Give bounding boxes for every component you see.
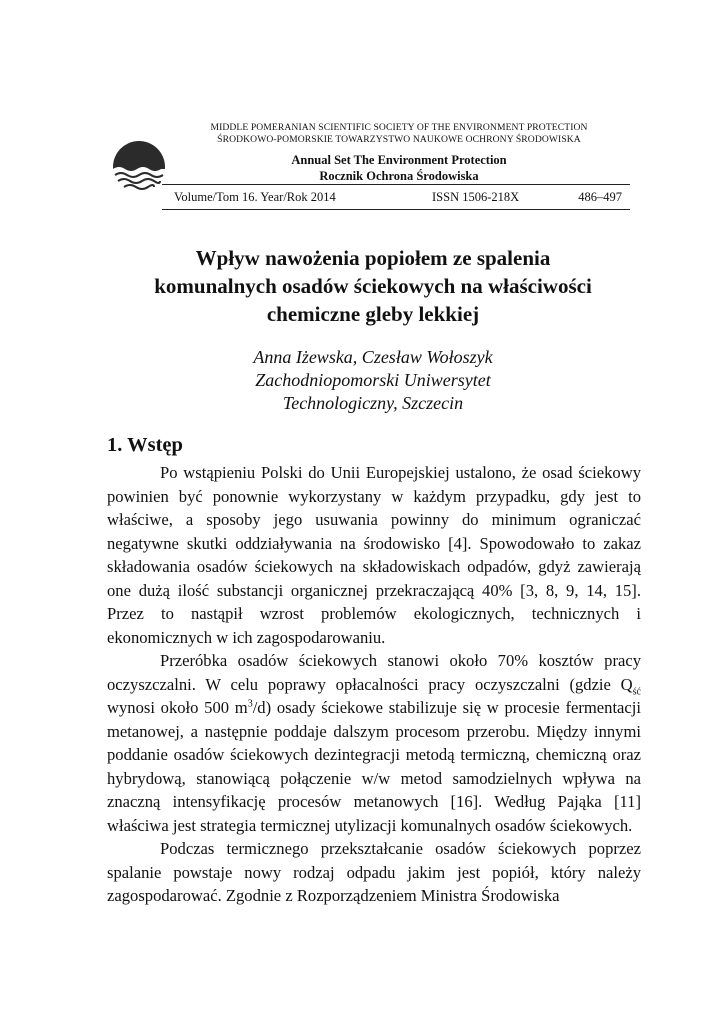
issn: ISSN 1506-218X [432, 190, 520, 204]
title-line: chemiczne gleby lekkiej [266, 302, 480, 326]
journal-title-en: Annual Set The Environment Protection [291, 153, 507, 167]
body-text [107, 461, 641, 908]
affiliation-line: Technologiczny, Szczecin [282, 393, 464, 413]
title-line: Wpływ nawożenia popiołem ze spalenia [195, 246, 551, 270]
subscript: ść [632, 685, 641, 697]
title-line: komunalnych osadów ściekowych na właściwości [154, 274, 592, 298]
affiliation-line: Zachodniopomorski Uniwersytet [255, 370, 491, 390]
page-range: 486–497 [578, 190, 622, 204]
superscript: 3 [247, 698, 253, 710]
volume-info-row [162, 184, 630, 210]
society-name-pl: ŚRODKOWO-POMORSKIE TOWARZYSTWO NAUKOWE OCHRONY ŚRODOWISKA [217, 134, 581, 145]
paragraph: Przeróbka osadów ściekowych stanowi około 70% kosztów pracy oczyszczalni. W celu poprawy opłacalności pracy oczyszczalni (gdzie $Q_{ść}$ wynosi około 500 $m^3/d$) osady ściekowe stabilizuje się w procesie fermentacji metanowej, a następnie poddaje dalszym procesom przerobu. Między innymi poddanie osadów ściekowych dezintegracji metodą termiczną, chemiczną oraz hybrydową, stanowiącą połączenie w/w metod samodzielnych wpływa na znaczną intensyfikację procesów metanowych [16]. Według Pająka [11] właściwa jest strategia termicznej utylizacji komunalnych osadów ściekowych. [107, 651, 642, 835]
paragraph: Podczas termicznego przekształcanie osadów ściekowych poprzez spalanie powstaje nowy rodzaj odpadu jakim jest popiół, który należy zagospodarować. Zgodnie z Rozporządzeniem Ministra Środowiska [107, 839, 641, 905]
article-title [100, 244, 646, 328]
society-logo-icon [112, 140, 166, 194]
paragraph: Po wstąpieniu Polski do Unii Europejskiej ustalono, że osad ściekowy powinien być ponownie wykorzystany w każdym przypadku, gdy jest to właściwe, a sposoby jego usuwania powinny do minimum ograniczać negatywne skutki oddziaływania na środowisko [4]. Spowodowało to zakaz składowania osadów ściekowych na składowiskach odpadów, gdyż zawierają one dużą ilość substancji organicznej przekraczającą 40% [3, 8, 9, 14, 15]. Przez to nastąpił wzrost problemów ekologicznych, technicznych i ekonomicznych w ich zagospodarowaniu. [107, 463, 641, 647]
journal-header [112, 122, 638, 204]
authors: Anna Iżewska, Czesław Wołoszyk [253, 347, 493, 367]
author-block [100, 346, 646, 415]
society-name-en: MIDDLE POMERANIAN SCIENTIFIC SOCIETY OF THE ENVIRONMENT PROTECTION [210, 122, 588, 133]
section-heading: 1. Wstęp [107, 434, 183, 456]
volume-year: Volume/Tom 16. Year/Rok 2014 [174, 190, 336, 204]
journal-title-pl: Rocznik Ochrona Środowiska [319, 169, 479, 183]
